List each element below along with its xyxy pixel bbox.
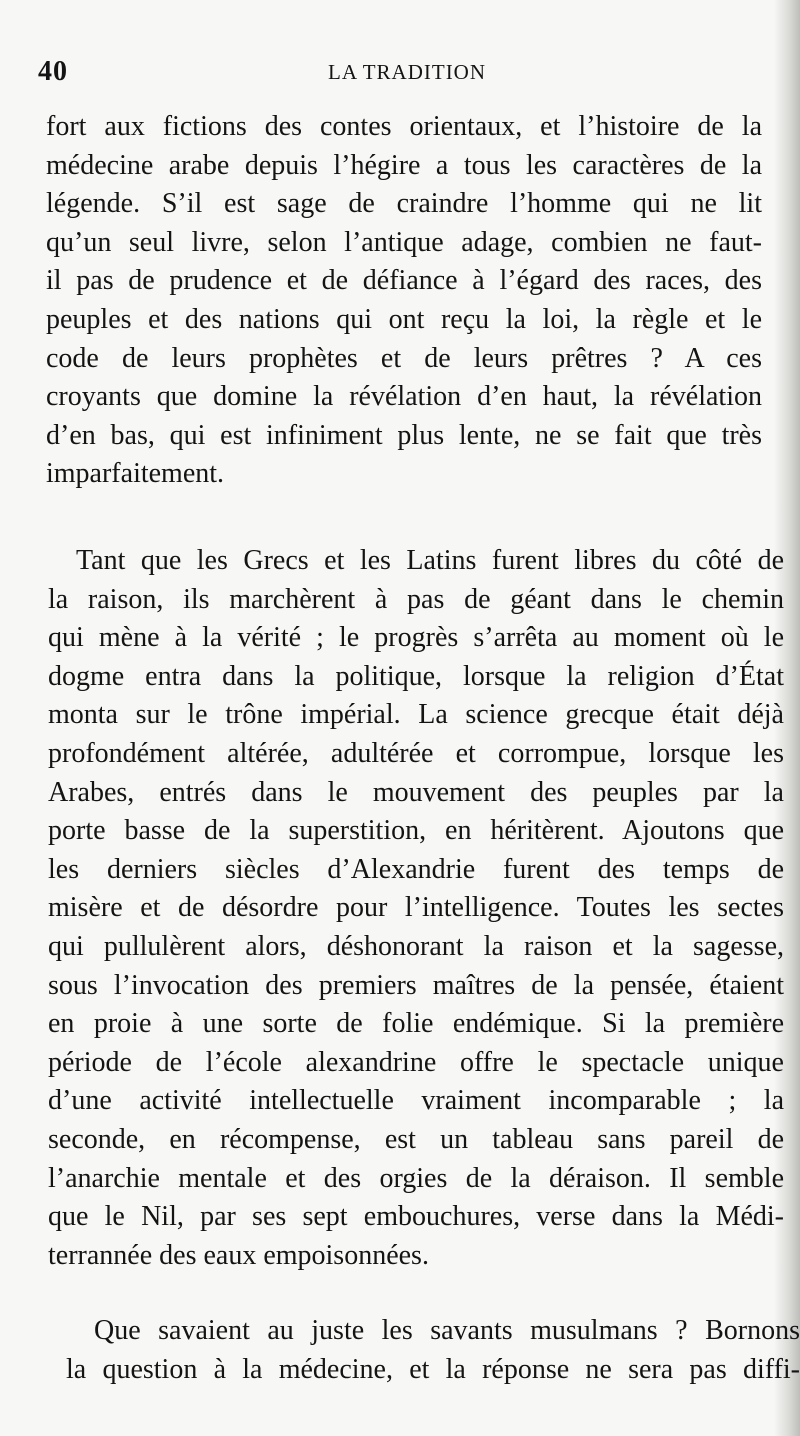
text-line: médecine arabe depuis l’hégire a tous les caractères de la bbox=[46, 149, 762, 181]
page-number: 40 bbox=[38, 56, 68, 87]
text-line: peuples et des nations qui ont reçu la loi, la règle et le bbox=[46, 303, 762, 335]
text-line: période de l’école alexandrine offre le spectacle unique bbox=[48, 1046, 784, 1078]
text-line: Que savaient au juste les savants musulmans ? Bornons bbox=[94, 1315, 800, 1346]
text-line: misère et de désordre pour l’intelligence. Toutes les sectes bbox=[48, 892, 784, 924]
text-line: imparfaitement. bbox=[46, 458, 225, 490]
text-line: la raison, ils marchèrent à pas de géant dans le chemin bbox=[48, 583, 784, 615]
text-line: code de leurs prophètes et de leurs prêtres ? A ces bbox=[46, 342, 762, 374]
text-line: la question à la médecine, et la réponse ne sera pas diffi- bbox=[66, 1353, 800, 1385]
text-line: qui pullulèrent alors, déshonorant la raison et la sagesse, bbox=[48, 930, 784, 962]
page-header bbox=[38, 52, 758, 92]
text-line: l’anarchie mentale et des orgies de la déraison. Il semble bbox=[48, 1162, 784, 1194]
text-line: seconde, en récompense, est un tableau sans pareil de bbox=[48, 1123, 784, 1155]
text-line: d’en bas, qui est infiniment plus lente, ne se fait que très bbox=[46, 419, 762, 451]
text-line: terrannée des eaux empoisonnées. bbox=[48, 1239, 429, 1271]
text-line: porte basse de la superstition, en héritèrent. Ajoutons que bbox=[48, 815, 784, 847]
text-line: que le Nil, par ses sept embouchures, verse dans la Médi- bbox=[48, 1201, 784, 1233]
paragraph-1 bbox=[46, 108, 762, 494]
text-line: Tant que les Grecs et les Latins furent libres du côté de bbox=[76, 545, 784, 576]
text-line: croyants que domine la révélation d’en haut, la révélation bbox=[46, 381, 762, 413]
text-line: d’une activité intellectuelle vraiment incomparable ; la bbox=[48, 1085, 784, 1117]
text-line: sous l’invocation des premiers maîtres de la pensée, étaient bbox=[48, 969, 784, 1001]
running-title: LA TRADITION bbox=[328, 60, 487, 84]
text-line: monta sur le trône impérial. La science grecque était déjà bbox=[48, 699, 784, 731]
text-line: Arabes, entrés dans le mouvement des peuples par la bbox=[48, 776, 784, 808]
text-line: qui mène à la vérité ; le progrès s’arrêta au moment où le bbox=[48, 622, 784, 654]
text-line: dogme entra dans la politique, lorsque la religion d’État bbox=[48, 660, 784, 692]
text-line: qu’un seul livre, selon l’antique adage, combien ne faut- bbox=[46, 226, 762, 258]
paragraph-3 bbox=[66, 1312, 800, 1389]
text-line: fort aux fictions des contes orientaux, et l’histoire de la bbox=[46, 111, 762, 142]
text-line: il pas de prudence et de défiance à l’égard des races, des bbox=[46, 265, 762, 297]
text-line: en proie à une sorte de folie endémique. Si la première bbox=[48, 1008, 784, 1040]
paragraph-2 bbox=[48, 542, 784, 1275]
text-line: profondément altérée, adultérée et corrompue, lorsque les bbox=[48, 737, 784, 769]
text-line: les derniers siècles d’Alexandrie furent des temps de bbox=[48, 853, 784, 885]
text-line: légende. S’il est sage de craindre l’homme qui ne lit bbox=[46, 188, 762, 220]
